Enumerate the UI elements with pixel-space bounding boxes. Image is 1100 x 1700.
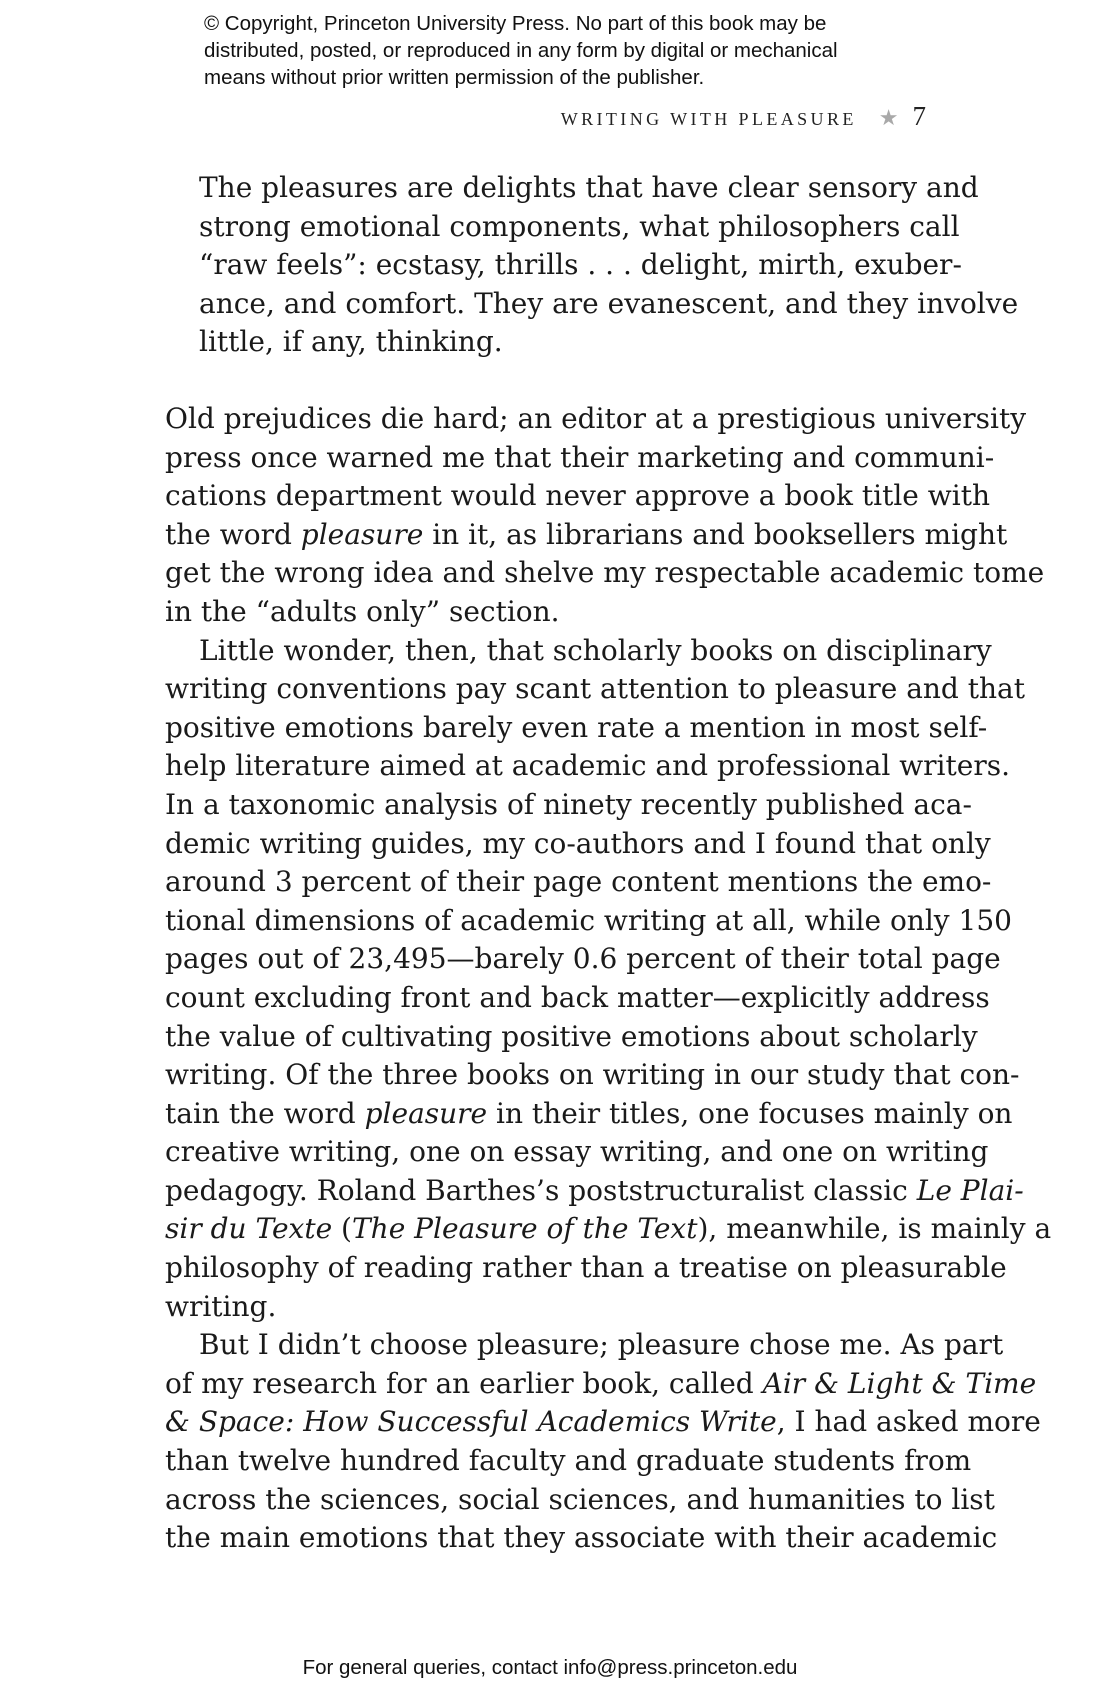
body-text-run: of my research for an earlier book, called: [165, 1366, 763, 1400]
body-line: writing.: [165, 1289, 277, 1323]
body-line: tional dimensions of academic writing at all, while only 150: [165, 903, 1012, 937]
copyright-notice: [204, 10, 924, 91]
copyright-line: © Copyright, Princeton University Press. No part of this book may be: [204, 12, 827, 35]
body-line: [165, 1172, 1024, 1211]
body-text-run: , I had asked more: [776, 1405, 1041, 1439]
body-text-run: (: [332, 1212, 352, 1246]
body-line: [165, 1403, 1041, 1442]
quote-line: strong emotional components, what philosophers call: [199, 209, 960, 243]
running-head-title: WRITING WITH PLEASURE: [560, 109, 857, 129]
copyright-line: distributed, posted, or reproduced in any form by digital or mechanical: [204, 39, 838, 62]
page-number: 7: [912, 101, 926, 131]
body-line: count excluding front and back matter—explicitly address: [165, 980, 990, 1014]
body-text-run: ), meanwhile, is mainly a: [697, 1212, 1052, 1246]
body-line: writing conventions pay scant attention to pleasure and that: [165, 672, 1025, 706]
body-line: around 3 percent of their page content mentions the emo-: [165, 865, 992, 899]
italic-title: sir du Texte: [165, 1212, 333, 1246]
italic-title: The Pleasure of the Text: [351, 1212, 698, 1246]
body-line: [165, 1365, 1037, 1404]
body-line: get the wrong idea and shelve my respectable academic tome: [165, 556, 1045, 590]
body-text-run: in it, as librarians and booksellers might: [423, 517, 1008, 551]
body-line: positive emotions barely even rate a mention in most self-: [165, 710, 988, 744]
italic-title: & Space: How Successful Academics Write: [165, 1405, 777, 1439]
body-line: Old prejudices die hard; an editor at a prestigious university: [165, 402, 1027, 435]
copyright-line: means without prior written permission of the publisher.: [204, 66, 705, 89]
italic-title: Air & Light & Time: [762, 1366, 1037, 1400]
quote-line: “raw feels”: ecstasy, thrills . . . delight, mirth, exuber-: [199, 248, 962, 282]
star-icon: ★: [878, 105, 899, 130]
body-line: writing. Of the three books on writing in our study that con-: [165, 1058, 1020, 1092]
body-line: [165, 516, 1008, 555]
footer-contact: For general queries, contact info@press.princeton.edu: [302, 1656, 798, 1679]
italic-term: pleasure: [300, 517, 424, 551]
body-line: demic writing guides, my co-authors and I found that only: [165, 826, 991, 860]
body-line: than twelve hundred faculty and graduate students from: [165, 1444, 972, 1478]
body-line: In a taxonomic analysis of ninety recently published aca-: [165, 787, 972, 821]
block-quote: [199, 169, 1019, 362]
body-line: philosophy of reading rather than a treatise on pleasurable: [165, 1251, 1007, 1285]
quote-line: The pleasures are delights that have clear sensory and: [199, 171, 979, 204]
body-text-run: the word: [165, 517, 301, 551]
body-line: help literature aimed at academic and professional writers.: [165, 749, 1010, 783]
body-line: in the “adults only” section.: [165, 594, 560, 628]
body-line: Little wonder, then, that scholarly books on disciplinary: [199, 633, 992, 667]
body-line: But I didn’t choose pleasure; pleasure chose me. As part: [199, 1328, 1004, 1362]
body-text-run: tain the word: [165, 1096, 365, 1130]
body-text: [165, 400, 1052, 1558]
italic-term: pleasure: [364, 1096, 488, 1130]
body-line: the value of cultivating positive emotions about scholarly: [165, 1019, 978, 1053]
body-text-run: pedagogy. Roland Barthes’s poststructuralist classic: [165, 1173, 917, 1207]
body-text-run: in their titles, one focuses mainly on: [487, 1096, 1013, 1130]
body-line: creative writing, one on essay writing, and one on writing: [165, 1135, 989, 1169]
body-line: [165, 1095, 1013, 1134]
body-line: press once warned me that their marketing and communi-: [165, 440, 995, 474]
body-line: the main emotions that they associate with their academic: [165, 1521, 998, 1555]
body-line: pages out of 23,495—barely 0.6 percent of their total page: [165, 942, 1001, 976]
quote-line: little, if any, thinking.: [199, 325, 503, 359]
italic-title: Le Plai-: [916, 1173, 1024, 1207]
body-line: across the sciences, social sciences, and humanities to list: [165, 1482, 995, 1516]
body-line: cations department would never approve a book title with: [165, 479, 990, 513]
running-head: [480, 101, 926, 132]
quote-line: ance, and comfort. They are evanescent, and they involve: [199, 286, 1019, 320]
body-line: [165, 1210, 1052, 1249]
